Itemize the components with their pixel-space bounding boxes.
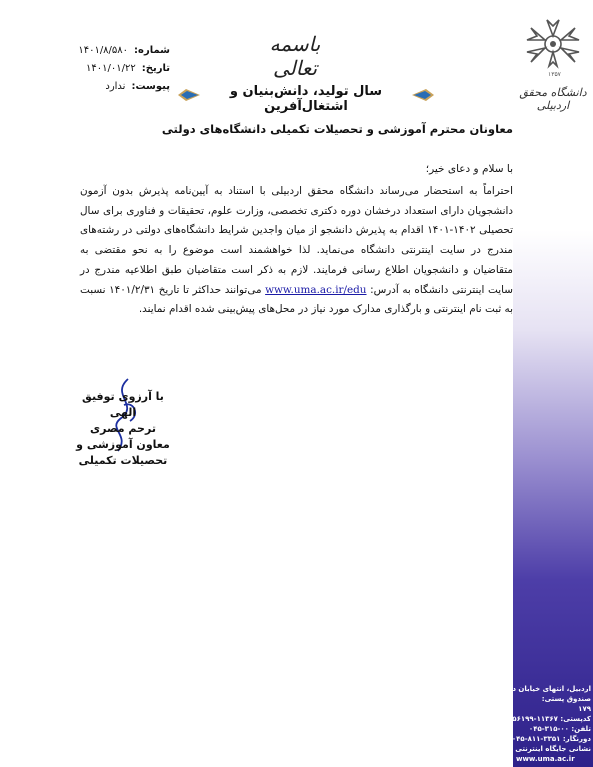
signer-title-2: تحصیلات تکمیلی — [78, 454, 168, 467]
ornament-right-icon — [412, 87, 436, 103]
logo-year: ۱۳۵۷ — [548, 71, 561, 78]
contact-fax: دورنگار: ۳۳۵۱-۸۱۱-۰۴۵ — [511, 735, 591, 743]
slogan-banner — [176, 80, 436, 114]
meta-attachment-value: ندارد — [105, 81, 126, 92]
signature-block — [68, 389, 178, 469]
signature-closing: با آرزوی توفیق الهی — [82, 390, 164, 419]
contact-address: اردبیل، انتهای خیابان دانشگاه — [489, 685, 591, 693]
meta-date-value: ۱۴۰۱/۰۱/۲۲ — [86, 63, 136, 74]
signer-name: ترحم مصری — [90, 422, 156, 435]
meta-number — [60, 42, 170, 60]
contact-pobox-label: صندوق پستی: — [541, 695, 591, 703]
contact-website-label: نشانی جایگاه اینترنتی دانشگاه — [486, 745, 591, 753]
meta-attachment-label: پیوست: — [131, 81, 170, 92]
meta-date-label: تاریخ: — [141, 63, 170, 74]
university-edu-link[interactable]: www.uma.ac.ir/edu — [265, 283, 367, 296]
contact-website[interactable]: www.uma.ac.ir — [516, 755, 575, 763]
signer-title-1: معاون آموزشی و — [76, 438, 170, 451]
meta-number-value: ۱۴۰۱/۸/۵۸۰ — [78, 45, 129, 56]
footer-contact — [486, 684, 591, 764]
meta-date — [60, 60, 170, 78]
contact-pobox: ۱۷۹ — [578, 705, 591, 713]
body-text-part2: می‌توانند حداکثر تا تاریخ ۱۴۰۱/۲/۳۱ نسبت به ثبت نام اینترنتی و بارگذاری مدارک مورد نیاز در محل‌های پیش‌بینی شده اقدام نمایند. — [80, 283, 513, 316]
greeting: با سلام و دعای خیر؛ — [425, 163, 513, 175]
meta-attachment — [60, 78, 170, 96]
contact-phone: تلفن: ۰۰-۳۱۵-۰۴۵ — [528, 725, 591, 733]
ornament-left-icon — [176, 87, 200, 103]
meta-number-label: شماره: — [134, 45, 170, 56]
contact-postal-code: کدپستی: ۱۱۳۶۷-۵۶۱۹۹ — [512, 715, 591, 723]
addressee: معاونان محترم آموزشی و تحصیلات تکمیلی دانشگاه‌های دولتی — [161, 122, 513, 136]
letter-body — [80, 182, 513, 320]
logo-caption: دانشگاه محقق اردبیلی — [519, 86, 587, 112]
basmala: باسمه تعالی — [269, 32, 321, 80]
letter-meta — [60, 42, 170, 96]
body-text-part1: احتراماً به استحضار می‌رساند دانشگاه محقق اردبیلی با استناد به آیین‌نامه پذیرش بدون آزمون دانشجویان دارای استعداد درخشان دوره دکتری تخصصی، وزارت علوم، تحقیقات و فناوری برای سال تحصیلی ۱۴۰۲-۱۴۰۱ اقدام به پذیرش دانشجو از میان واجدین شرایط دانشگاه‌های دولتی در رشته‌های مندرج در سایت اینترنتی دانشگاه می‌نماید. لذا خواهشمند است موضوع را به نحو مقتضی به متقاضیان و دانشجویان اطلاع رسانی فرمایند. لازم به ذکر است متقاضیان طبق اطلاعیه مندرج در سایت اینترنتی دانشگاه به آدرس: — [80, 185, 513, 296]
university-logo-icon — [519, 14, 587, 70]
year-slogan: سال تولید، دانش‌بنیان و اشتغال‌آفرین — [229, 84, 383, 114]
sidebar-gradient — [486, 0, 593, 767]
